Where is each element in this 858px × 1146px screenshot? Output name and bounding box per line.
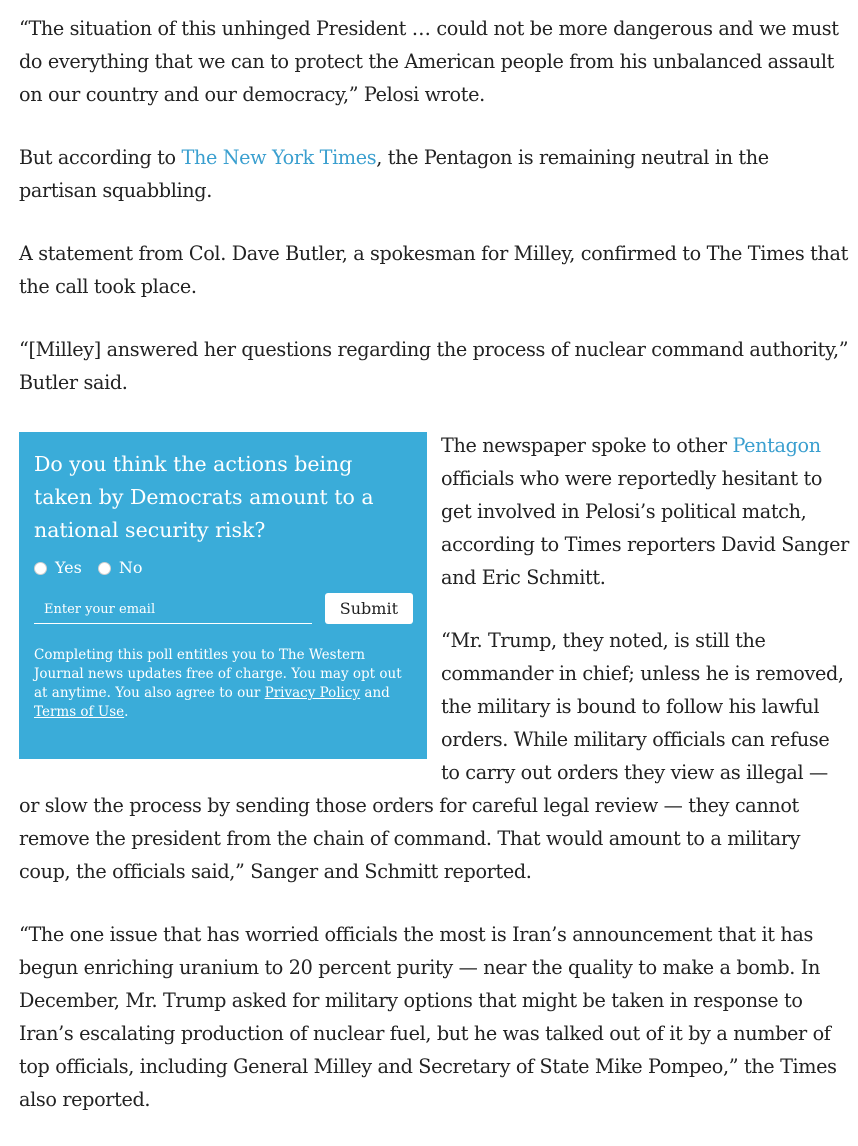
paragraph-text: But according to [19,146,182,169]
poll-disclaimer [34,646,413,722]
pentagon-link[interactable]: Pentagon [732,434,821,457]
paragraph-text: The newspaper spoke to other [441,434,733,457]
paragraph-nyt [19,141,851,207]
paragraph-commander-quote: “Mr. Trump, they noted, is still the commander in chief; unless he is removed, the military is bound to follow his lawful orders. While military officials can refuse to carry out orders they view as illegal — or slow the process by sending those orders for careful legal review — they cannot remove the president from the chain of command. That would amount to a military coup, the officials said,” Sanger and Schmitt reported. [19,629,844,883]
paragraph-pelosi-quote: “The situation of this unhinged President … could not be more dangerous and we must do everything that we can to protect the American people from his unbalanced assault on our country and our democracy,” Pelosi wrote. [19,17,839,106]
paragraph-text: officials who were reportedly hesitant to get involved in Pelosi’s political match, according to Times reporters David Sanger and Eric Schmitt. [441,467,849,589]
poll-options [34,557,413,579]
email-input[interactable] [34,596,312,624]
paragraph-text: , the Pentagon is remaining neutral in the partisan squabbling. [19,146,769,202]
radio-button-icon[interactable] [34,562,47,575]
disclaimer-text: and [360,685,390,701]
poll-option-yes[interactable] [34,557,82,579]
privacy-policy-link[interactable]: Privacy Policy [264,685,361,701]
article-body [19,12,851,1146]
paragraph-butler-statement: A statement from Col. Dave Butler, a spokesman for Milley, confirmed to The Times that the call took place. [19,242,848,298]
poll-option-label: Yes [55,558,82,577]
disclaimer-text: Completing this poll entitles you to The Western Journal news updates free of charge. You may opt out at anytime. You also agree to our [34,647,402,701]
poll-question: Do you think the actions being taken by Democrats amount to a national security risk? [34,452,374,542]
paragraph-iran-quote: “The one issue that has worried officials the most is Iran’s announcement that it has begun enriching uranium to 20 percent purity — near the quality to make a bomb. In December, Mr. Trump asked for military options that might be taken in response to Iran’s escalating production of nuclear fuel, but he was talked out of it by a number of top officials, including General Milley and Secretary of State Mike Pompeo,” the Times also reported. [19,923,837,1111]
disclaimer-text: . [124,704,129,720]
paragraph-butler-quote: “[Milley] answered her questions regarding the process of nuclear command authority,” Butler said. [19,338,849,394]
poll-form [34,593,413,624]
terms-of-use-link[interactable]: Terms of Use [34,704,125,720]
nyt-link[interactable]: The New York Times [181,146,377,169]
submit-button[interactable]: Submit [325,593,413,624]
poll-widget [19,432,427,759]
radio-button-icon[interactable] [98,562,111,575]
poll-option-no[interactable] [98,557,143,579]
poll-option-label: No [118,558,143,577]
